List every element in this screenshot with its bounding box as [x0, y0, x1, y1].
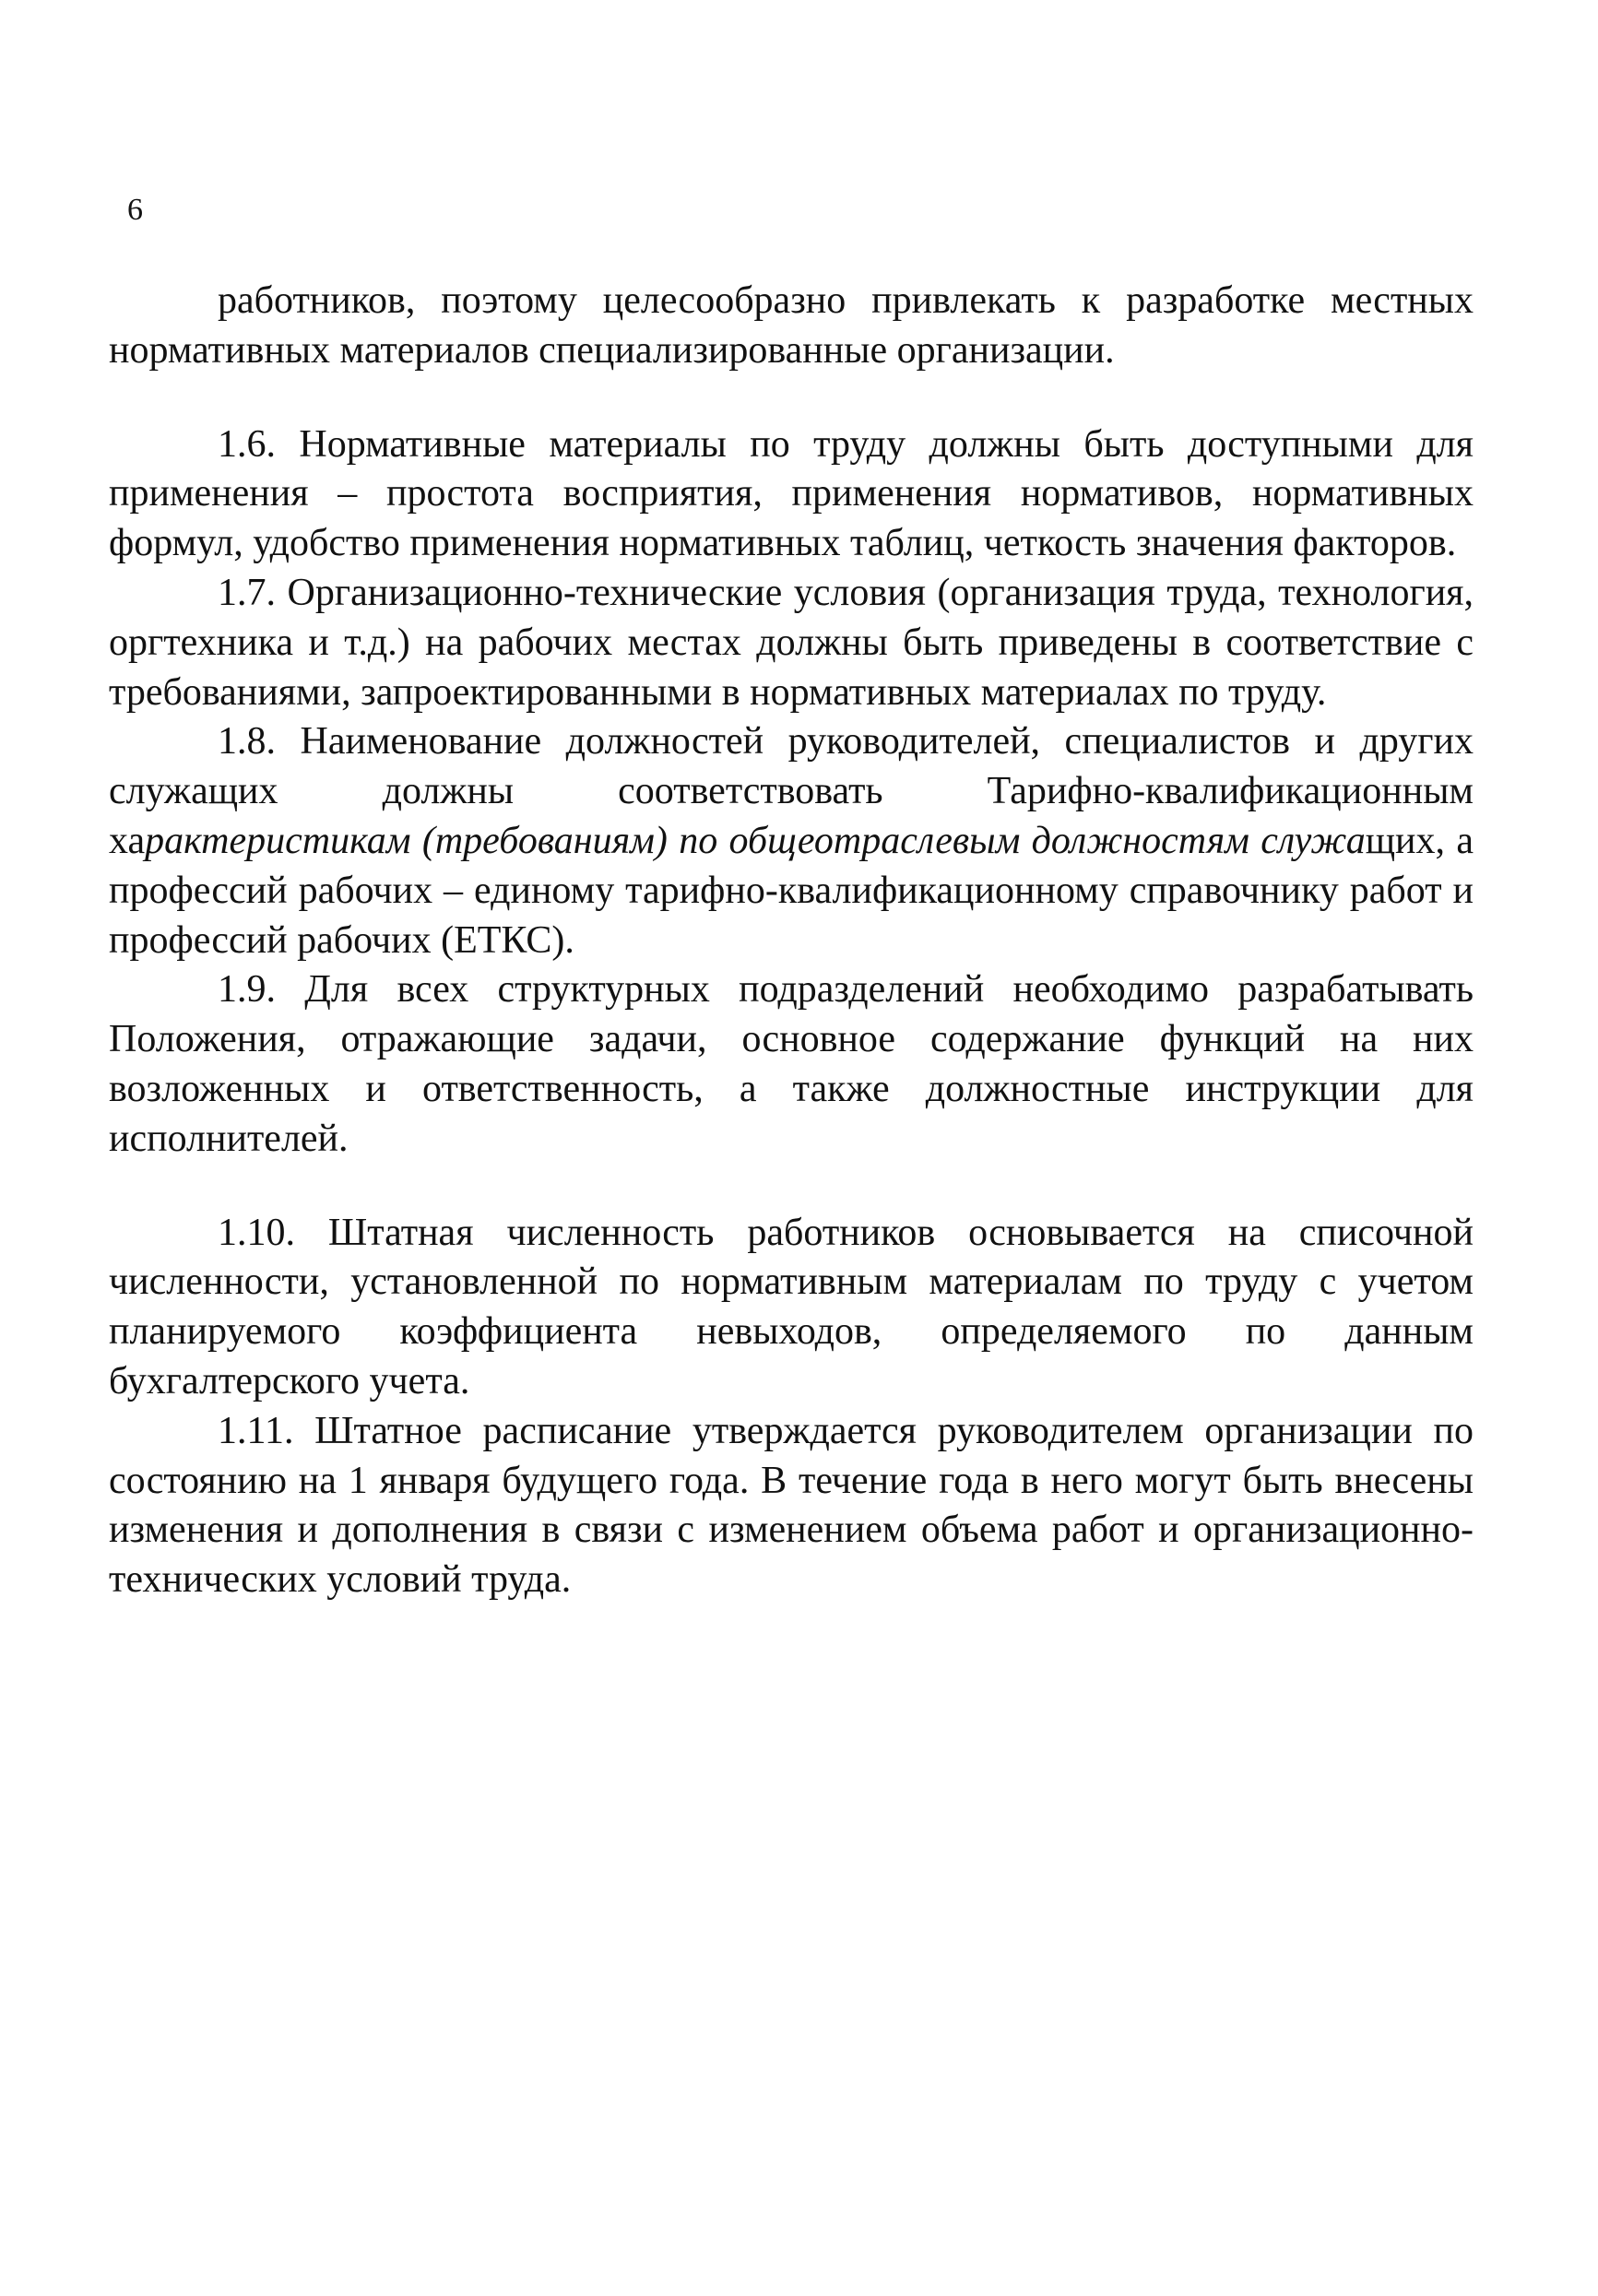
paragraph-gap	[109, 1165, 1474, 1209]
document-body	[109, 277, 1474, 1605]
paragraph-1-8-part-a: 1.8. Наименование должностей руководителей, специалистов и других служащих должны соответствовать Тарифно-квалификационным ха	[109, 720, 1474, 862]
paragraph-1-7: 1.7. Организационно-технические условия (организация труда, технология, оргтехника и т.д.) на рабочих местах должны быть приведены в соответствие с требованиями, запроектированными в нормативных материалах по труду.	[109, 571, 1474, 714]
paragraph-1-8-part-c: щих, а профессий рабочих – единому тарифно-квалификационному справочнику работ и профессий рабочих (ЕТКС).	[109, 819, 1474, 962]
paragraph-1-6: 1.6. Нормативные материалы по труду должны быть доступными для применения – простота восприятия, применения нормативов, нормативных формул, удобство применения нормативных таблиц, четкость значения факторов.	[109, 422, 1474, 565]
paragraph-1-8	[109, 717, 1474, 965]
paragraph-1-8-italic: рактеристикам (требованиям) по общеотраслевым должностям служа	[145, 819, 1366, 862]
paragraph-1-11: 1.11. Штатное расписание утверждается руководителем организации по состоянию на 1 января будущего года. В течение года в него могут быть внесены изменения и дополнения в связи с изменением объема работ и организационно-технических условий труда.	[109, 1409, 1474, 1602]
paragraph-continuation: работников, поэтому целесообразно привлекать к разработке местных нормативных материалов специализированные организации.	[109, 279, 1474, 372]
paragraph-1-9: 1.9. Для всех структурных подразделений необходимо разрабатывать Положения, отражающие задачи, основное содержание функций на них возложенных и ответственность, а также должностные инструкции для исполнителей.	[109, 968, 1474, 1160]
paragraph-1-10: 1.10. Штатная численность работников основывается на списочной численности, установленной по нормативным материалам по труду с учетом планируемого коэффициента невыходов, определяемого по данным бухгалтерского учета.	[109, 1211, 1474, 1402]
page-number: 6	[127, 193, 143, 227]
paragraph-gap	[109, 376, 1474, 420]
